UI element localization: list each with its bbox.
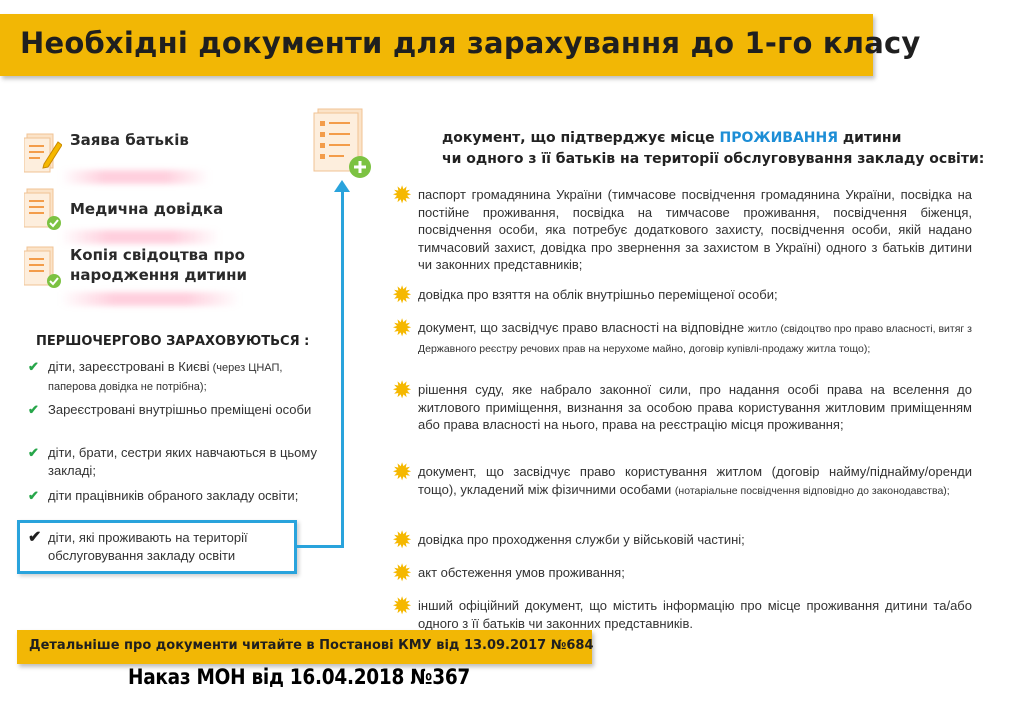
starburst-icon: ✹ <box>392 459 413 486</box>
starburst-icon: ✹ <box>392 182 413 209</box>
check-icon: ✔ <box>28 359 39 374</box>
document-item-birth-certificate <box>24 245 250 289</box>
residence-item: ✹ рішення суду, яке набрало законної сили, про надання особі права на вселення до житлового приміщення, визнання за особою права користування житловим приміщенням або права власності на нього, права на реєстрацію місця проживання; <box>392 377 972 432</box>
order-reference: Наказ МОН від 16.04.2018 №367 <box>128 665 471 689</box>
residence-item: ✹ акт обстеження умов проживання; <box>392 560 625 587</box>
residence-item: ✹ документ, що засвідчує право користування житлом (договір найму/піднайму/оренди тощо), укладений між фізичними особами (нотаріальне посвідчення відповідно до законодавства); <box>392 463 972 500</box>
document-label: Заява батьків <box>70 131 189 149</box>
starburst-icon: ✹ <box>392 377 413 404</box>
connector-line <box>341 190 344 548</box>
residence-heading: документ, що підтверджує місце ПРОЖИВАННЯ дитини чи одного з її батьків на території обслуговування закладу освіти: <box>442 130 985 167</box>
starburst-icon: ✹ <box>392 560 413 587</box>
starburst-icon: ✹ <box>392 593 413 620</box>
check-icon: ✔ <box>28 529 42 546</box>
details-banner <box>17 630 592 664</box>
pencil-document-icon <box>24 130 62 174</box>
residence-item: ✹ довідка про проходження служби у військовій частині; <box>392 527 745 554</box>
priority-heading: ПЕРШОЧЕРГОВО ЗАРАХОВУЮТЬСЯ : <box>36 334 310 349</box>
residence-item: ✹ паспорт громадянина України (тимчасове посвідчення громадянина України, посвідка на постійне проживання, посвідка на тимчасове проживання, посвідчення біженця, посвідчення особи, яка потребує додаткового захисту, посвідчення особи, якій надано тимчасовий захист, довідка про звернення за захистом в Україні) одного з батьків дитини чи законних представників; <box>392 182 972 272</box>
document-item-application <box>24 130 189 174</box>
document-check-icon <box>24 187 62 231</box>
residence-item: ✹ довідка про взяття на облік внутрішньо переміщеної особи; <box>392 282 778 309</box>
check-icon: ✔ <box>28 402 39 417</box>
document-check-icon <box>24 245 62 289</box>
arrow-up-icon <box>334 180 350 192</box>
document-item-medical <box>24 187 223 231</box>
check-icon: ✔ <box>28 445 39 460</box>
redaction-blur <box>60 170 210 184</box>
starburst-icon: ✹ <box>392 527 413 554</box>
residence-item: ✹ інший офіційний документ, що містить інформацію про місце проживання дитини та/або одного з її батьків чи законних представників. <box>392 593 972 631</box>
highlighted-priority-box <box>17 520 297 574</box>
priority-item: ✔ діти, які проживають на території обслуговування закладу освіти <box>28 529 248 563</box>
starburst-icon: ✹ <box>392 315 413 342</box>
document-label: Медична довідка <box>70 200 224 218</box>
redaction-blur <box>60 292 240 306</box>
document-list-add-icon <box>312 107 372 179</box>
page-title: Необхідні документи для зарахування до 1-го класу <box>20 26 921 60</box>
details-text: Детальніше про документи читайте в Постанові КМУ від 13.09.2017 №684 <box>29 638 594 653</box>
starburst-icon: ✹ <box>392 282 413 309</box>
document-label: Копія свідоцтва про народження дитини <box>70 246 248 284</box>
priority-item: ✔ діти, зареєстровані в Києві (через ЦНАП, паперова довідка не потрібна); <box>28 358 320 396</box>
check-icon: ✔ <box>28 488 39 503</box>
title-banner <box>0 14 921 76</box>
priority-item: ✔ діти, брати, сестри яких навчаються в цьому закладі; <box>28 445 317 478</box>
priority-item: ✔ Зареєстровані внутрішньо преміщені особи <box>28 402 312 417</box>
residence-item: ✹ документ, що засвідчує право власності на відповідне житло (свідоцтво про право власності, витяг з Державного реєстру речових прав на нерухоме майно, договір купівлі-продажу житла тощо); <box>392 319 972 358</box>
redaction-blur <box>60 230 220 244</box>
connector-line <box>296 545 344 548</box>
priority-item: ✔ діти працівників обраного закладу освіти; <box>28 488 299 503</box>
